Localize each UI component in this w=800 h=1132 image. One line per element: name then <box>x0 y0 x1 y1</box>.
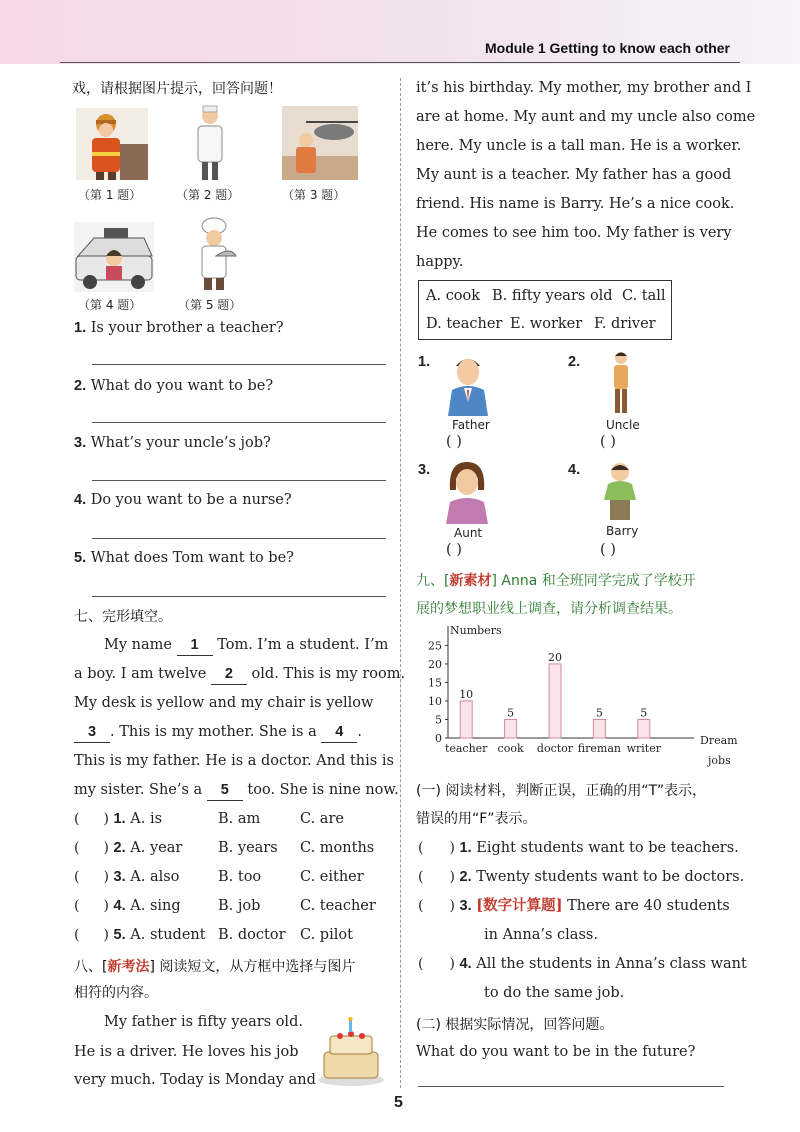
cook-picture <box>190 216 238 292</box>
question-3: 3. What’s your uncle’s job? <box>74 435 271 451</box>
section9-title-2: 展的梦想职业线上调查，请分析调查结果。 <box>416 601 682 617</box>
bar-writer <box>638 719 650 738</box>
caption-1: （第 1 题） <box>78 188 142 202</box>
calc-tag: [数字计算题] <box>476 897 563 914</box>
page-number: 5 <box>394 1094 403 1111</box>
y-axis-label: Numbers <box>450 624 502 637</box>
cloze-blank-4[interactable]: 4 <box>321 722 357 743</box>
caption-3: （第 3 题） <box>282 188 346 202</box>
section9-title: 九、[新素材] Anna 和全班同学完成了学校开 <box>416 573 696 589</box>
person-2-num: 2. <box>568 354 581 370</box>
x-tick-label-fireman: fireman <box>577 742 621 755</box>
option-4b: B. job <box>218 898 261 914</box>
y-tick-label-10: 10 <box>428 694 442 708</box>
y-tick-label-20: 20 <box>428 657 442 671</box>
option-row-2: ( ) 2. A. year <box>74 840 183 856</box>
person-3-answer[interactable]: ( ) <box>446 542 462 558</box>
answer-line-1[interactable] <box>92 364 386 365</box>
person-1-name: Father <box>452 418 490 432</box>
cloze-line-4: 3 . This is my mother. She is a 4 . <box>74 722 362 743</box>
x-tick-label-teacher: teacher <box>444 742 488 755</box>
person-4-name: Barry <box>606 524 639 538</box>
barry-picture <box>598 460 642 522</box>
person-1-answer[interactable]: ( ) <box>446 434 462 450</box>
module-title: Module 1 Getting to know each other <box>484 40 730 56</box>
section6-instruction: 戏，请根据图片提示，回答问题！ <box>72 81 282 97</box>
tf-row-1: ( ) 1. Eight students want to be teachers. <box>418 840 739 856</box>
option-5c: C. pilot <box>300 927 353 943</box>
part1-title-2: 错误的用“F”表示。 <box>416 811 537 827</box>
question-5: 5. What does Tom want to be? <box>74 550 294 566</box>
answer-line-4[interactable] <box>92 538 386 539</box>
bar-teacher <box>460 701 472 738</box>
aunt-picture <box>444 460 490 524</box>
taxi-driver-picture <box>74 222 154 292</box>
passage-line-4: it’s his birthday. My mother, my brother and I <box>416 80 752 96</box>
cloze-blank-1[interactable]: 1 <box>177 635 213 656</box>
y-tick-label-5: 5 <box>435 713 442 727</box>
bar-value-doctor: 20 <box>548 650 562 664</box>
x-axis-label-line-1: Dream <box>700 734 738 747</box>
father-picture <box>446 352 490 416</box>
answer-line-5[interactable] <box>92 596 386 597</box>
part1-title: (一) 阅读材料，判断正误，正确的用“T”表示， <box>416 783 707 799</box>
option-3b: B. too <box>218 869 262 885</box>
x-tick-label-writer: writer <box>626 742 661 755</box>
person-3-num: 3. <box>418 462 431 478</box>
person-3-name: Aunt <box>454 526 483 540</box>
part2-title: (二) 根据实际情况，回答问题。 <box>416 1017 614 1033</box>
cloze-line-2: a boy. I am twelve 2 old. This is my room. <box>74 664 405 685</box>
option-row-4: ( ) 4. A. sing <box>74 898 181 914</box>
passage-line-5: are at home. My aunt and my uncle also come <box>416 109 756 125</box>
x-tick-label-doctor: doctor <box>536 742 574 755</box>
question-2: 2. What do you want to be? <box>74 378 274 394</box>
caption-5: （第 5 题） <box>178 298 242 312</box>
part2-answer-line[interactable] <box>418 1086 724 1087</box>
bar-value-fireman: 5 <box>595 706 603 720</box>
y-tick-label-15: 15 <box>428 676 442 690</box>
section8-title-2: 相符的内容。 <box>74 985 158 1001</box>
tf-row-3: ( ) 3. [数字计算题] There are 40 students <box>418 897 730 914</box>
bar-value-writer: 5 <box>640 706 648 720</box>
pilot-picture <box>282 106 358 180</box>
person-4-num: 4. <box>568 462 581 478</box>
passage-line-3: very much. Today is Monday and <box>74 1072 316 1088</box>
passage-line-10: happy. <box>416 254 464 270</box>
caption-4: （第 4 题） <box>78 298 142 312</box>
bar-doctor <box>549 664 561 738</box>
question-1: 1. Is your brother a teacher? <box>74 320 284 336</box>
option-row-3: ( ) 3. A. also <box>74 869 180 885</box>
cloze-blank-5[interactable]: 5 <box>207 780 243 801</box>
bar-value-teacher: 10 <box>459 687 474 701</box>
option-row-5: ( ) 5. A. student <box>74 927 206 943</box>
section8-title: 八、[新考法] 阅读短文，从方框中选择与图片 <box>74 959 356 975</box>
answer-line-3[interactable] <box>92 480 386 481</box>
passage-line-9: He comes to see him too. My father is very <box>416 225 732 241</box>
y-tick-label-25: 25 <box>428 639 442 653</box>
option-3c: C. either <box>300 869 364 885</box>
choice-f: F. driver <box>594 316 656 332</box>
choice-c: C. tall <box>622 288 666 304</box>
part2-question: What do you want to be in the future? <box>416 1044 696 1060</box>
person-4-answer[interactable]: ( ) <box>600 542 616 558</box>
option-2c: C. months <box>300 840 375 856</box>
option-1b: B. am <box>218 811 261 827</box>
option-2b: B. years <box>218 840 278 856</box>
person-2-answer[interactable]: ( ) <box>600 434 616 450</box>
cloze-blank-3[interactable]: 3 <box>74 722 110 743</box>
option-row-1: ( ) 1. A. is <box>74 811 163 827</box>
section7-title: 七、完形填空。 <box>74 609 172 625</box>
firefighter-picture <box>76 108 148 180</box>
person-1-num: 1. <box>418 354 431 370</box>
column-divider <box>400 78 402 1088</box>
tf-row-4: ( ) 4. All the students in Anna’s class want <box>418 956 747 972</box>
cloze-line-6: my sister. She’s a 5 too. She is nine now. <box>74 780 399 801</box>
y-tick-label-0: 0 <box>435 732 442 745</box>
x-tick-label-cook: cook <box>497 742 524 755</box>
option-5b: B. doctor <box>218 927 286 943</box>
header-rule <box>60 62 740 63</box>
dream-jobs-chart <box>412 620 738 772</box>
choice-d: D. teacher <box>426 316 503 332</box>
section9-tag: 新素材 <box>449 573 492 589</box>
uncle-picture <box>608 350 634 416</box>
tf-row-2: ( ) 2. Twenty students want to be doctors. <box>418 869 745 885</box>
option-1c: C. are <box>300 811 344 827</box>
option-4c: C. teacher <box>300 898 376 914</box>
passage-line-2: He is a driver. He loves his job <box>74 1044 299 1060</box>
caption-2: （第 2 题） <box>176 188 240 202</box>
section8-tag: 新考法 <box>107 959 150 975</box>
choice-b: B. fifty years old <box>492 288 613 304</box>
choice-a: A. cook <box>426 288 481 304</box>
passage-line-7: My aunt is a teacher. My father has a good <box>416 167 732 183</box>
bar-cook <box>505 719 517 738</box>
cloze-line-5: This is my father. He is a doctor. And this is <box>74 753 394 769</box>
person-2-name: Uncle <box>606 418 640 432</box>
bar-value-cook: 5 <box>507 706 515 720</box>
birthday-cake-picture <box>316 1016 386 1088</box>
cloze-line-1: My name 1 Tom. I’m a student. I’m <box>104 635 388 656</box>
x-axis-label-line-2: jobs <box>708 754 731 767</box>
passage-line-6: here. My uncle is a tall man. He is a worker. <box>416 138 742 154</box>
answer-line-2[interactable] <box>92 422 386 423</box>
question-4: 4. Do you want to be a nurse? <box>74 492 292 508</box>
doctor-picture <box>190 104 230 182</box>
passage-line-1: My father is fifty years old. <box>104 1014 303 1030</box>
choice-e: E. worker <box>510 316 583 332</box>
passage-line-8: friend. His name is Barry. He’s a nice cook. <box>416 196 735 212</box>
cloze-line-3: My desk is yellow and my chair is yellow <box>74 695 374 711</box>
cloze-blank-2[interactable]: 2 <box>211 664 247 685</box>
tf-row-4-cont: to do the same job. <box>484 985 625 1001</box>
tf-row-3-cont: in Anna’s class. <box>484 927 598 943</box>
bar-fireman <box>593 719 605 738</box>
page-header <box>0 0 800 64</box>
